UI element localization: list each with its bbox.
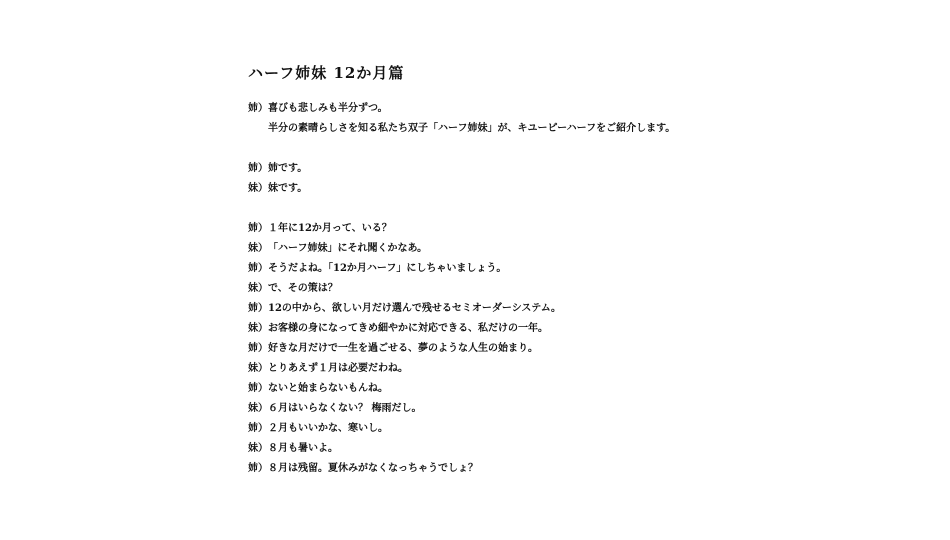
dialogue-text: 姉です。 <box>268 163 308 174</box>
speaker-label: 妹） <box>248 403 268 414</box>
dialogue-text: ６月はいらなくない？ 梅雨だし。 <box>268 403 422 414</box>
dialogue-text: そうだよね。「12か月ハーフ」にしちゃいましょう。 <box>268 263 507 274</box>
dialogue-line <box>248 261 506 277</box>
dialogue-line <box>248 441 338 457</box>
speaker-label: 姉） <box>248 223 268 234</box>
dialogue-line-continuation <box>268 121 675 137</box>
dialogue-line <box>248 241 427 257</box>
page-title: ハーフ姉妹 12か月篇 <box>248 64 405 82</box>
dialogue-line <box>248 361 408 377</box>
dialogue-text: ないと始まらないもんね。 <box>268 383 388 394</box>
speaker-label: 妹） <box>248 243 268 254</box>
dialogue-text: 「ハーフ姉妹」にそれ聞くかなあ。 <box>268 243 428 254</box>
dialogue-line <box>248 401 421 417</box>
dialogue-text: 妹です。 <box>268 183 308 194</box>
speaker-label: 姉） <box>248 263 268 274</box>
dialogue-line <box>248 161 307 177</box>
dialogue-text: お客様の身になってきめ細やかに対応できる、私だけの一年。 <box>268 323 548 334</box>
speaker-label: 妹） <box>248 363 268 374</box>
speaker-label: 姉） <box>248 463 268 474</box>
dialogue-line <box>248 101 388 117</box>
dialogue-text: 好きな月だけで一生を過ごせる、夢のような人生の始まり。 <box>268 343 538 354</box>
speaker-label: 姉） <box>248 383 268 394</box>
dialogue-text: ８月は残留。夏休みがなくなっちゃうでしょ？ <box>268 463 478 474</box>
dialogue-text: 喜びも悲しみも半分ずつ。 <box>268 103 388 114</box>
dialogue-text: 半分の素晴らしさを知る私たち双子「ハーフ姉妹」が、キユーピーハーフをご紹介します。 <box>268 123 676 134</box>
dialogue-line <box>248 301 561 317</box>
speaker-label: 姉） <box>248 103 268 114</box>
speaker-label: 妹） <box>248 283 268 294</box>
speaker-label: 妹） <box>248 443 268 454</box>
dialogue-line <box>248 321 548 337</box>
dialogue-text: 12の中から、欲しい月だけ選んで残せるセミオーダーシステム。 <box>268 303 562 314</box>
speaker-label: 姉） <box>248 343 268 354</box>
dialogue-line <box>248 461 478 477</box>
dialogue-line <box>248 181 307 197</box>
speaker-label: 妹） <box>248 323 268 334</box>
speaker-label: 妹） <box>248 183 268 194</box>
speaker-label: 姉） <box>248 163 268 174</box>
dialogue-text: ２月もいいかな、寒いし。 <box>268 423 388 434</box>
dialogue-text: とりあえず１月は必要だわね。 <box>268 363 408 374</box>
dialogue-line <box>248 221 392 237</box>
dialogue-text: １年に12か月って、いる？ <box>268 223 392 234</box>
dialogue-line <box>248 381 388 397</box>
speaker-label: 姉） <box>248 423 268 434</box>
speaker-label: 姉） <box>248 303 268 314</box>
dialogue-line <box>248 341 538 357</box>
dialogue-text: で、その策は？ <box>268 283 338 294</box>
dialogue-line <box>248 421 388 437</box>
dialogue-line <box>248 281 338 297</box>
dialogue-text: ８月も暑いよ。 <box>268 443 338 454</box>
